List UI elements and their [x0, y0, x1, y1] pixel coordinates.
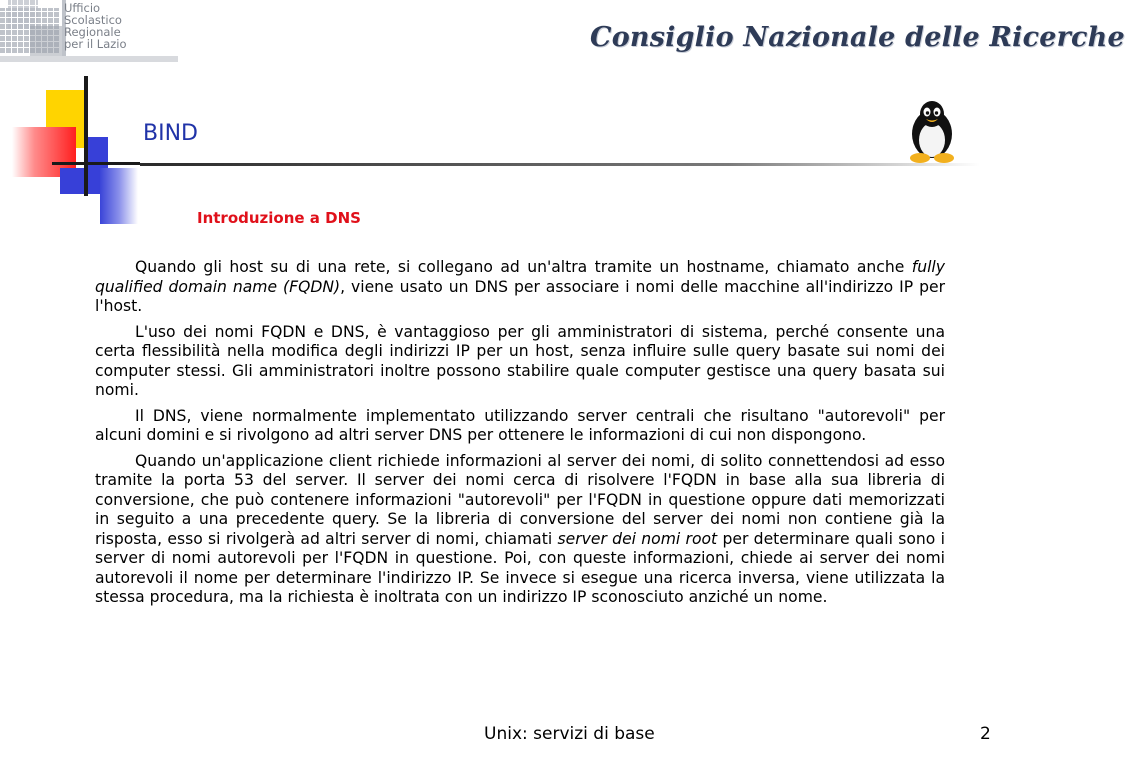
slide-title: BIND	[143, 121, 198, 146]
paragraph-text: Quando gli host su di una rete, si collegano ad un'altra tramite un hostname, chiamato anche	[135, 258, 912, 276]
usr-lazio-logo-text	[64, 2, 127, 50]
logo-line: Ufficio	[64, 1, 101, 15]
paragraph: Il DNS, viene normalmente implementato utilizzando server centrali che risultano "autorevoli" per alcuni domini e si rivolgono ad altri server DNS per ottenere le informazioni di cui non dispongono.	[95, 406, 945, 444]
title-underline	[140, 163, 980, 166]
paragraph	[95, 258, 945, 317]
section-heading: Introduzione a DNS	[197, 209, 361, 227]
decor-vertical-line	[84, 76, 88, 196]
paragraph	[95, 452, 945, 608]
decor-blue-fade	[100, 168, 138, 224]
paragraph-text: , viene usato un DNS per associare i nomi delle macchine all'indirizzo IP per l'host.	[95, 277, 945, 315]
paragraph-text: per determinare quali sono i server di nomi autorevoli per l'FQDN in questione. Poi, con queste informazioni, chiede ai server dei nomi autorevoli il nome per determinare l'indirizzo IP. Se invece si esegue una ricerca inversa, viene utilizzata la stessa procedura, ma la richiesta è inoltrata con un indirizzo IP sconosciuto anziché un nome.	[95, 529, 945, 606]
italic-term: server dei nomi root	[557, 529, 718, 548]
body-text	[95, 258, 945, 614]
decor-horizontal-line	[52, 162, 140, 165]
usr-lazio-logo	[0, 0, 178, 62]
tux-penguin-icon-graphic	[900, 98, 964, 164]
logo-line: per il Lazio	[64, 37, 127, 51]
paragraph: L'uso dei nomi FQDN e DNS, è vantaggioso per gli amministratori di sistema, perché consente una certa flessibilità nella modifica degli indirizzi IP per un host, senza influire sulle query basate sui nomi dei computer stessi. Gli amministratori inoltre possono stabilire quale computer gestisce una query basata sui nomi.	[95, 322, 945, 399]
logo-line: Scolastico	[64, 13, 122, 27]
footer-title: Unix: servizi di base	[484, 724, 655, 744]
paragraph-text: Quando un'applicazione client richiede informazioni al server dei nomi, di solito connettendosi ad esso tramite la porta 53 del server. Il server dei nomi cerca di risolvere l'FQDN in base alla sua libreria di conversione, che può contenere informazioni "autorevoli" per l'FQDN in questione oppure dati memorizzati in seguito a una precedente query. Se la libreria di conversione del server dei nomi non contiene già la risposta, esso si rivolgerà ad altri server di nomi, chiamati	[95, 451, 945, 548]
cnr-logo-text: Consiglio Nazionale delle Ricerche	[590, 22, 1125, 53]
page-number: 2	[980, 724, 991, 744]
logo-line: Regionale	[64, 25, 121, 39]
tux-penguin-icon	[900, 98, 964, 164]
italic-term: fully qualified domain name (FQDN)	[95, 258, 945, 296]
cnr-logo	[590, 22, 1125, 66]
